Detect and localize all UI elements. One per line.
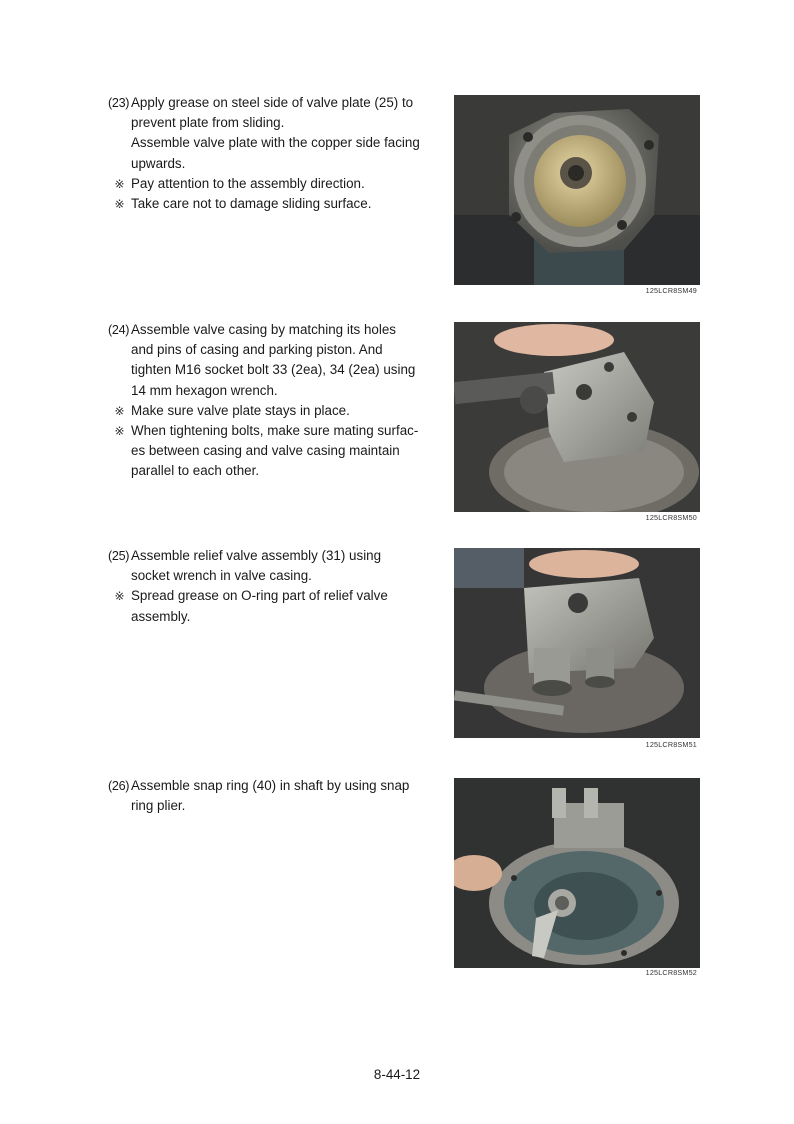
step-26: (26) Assemble snap ring (40) in shaft by using snap ring plier. (108, 778, 410, 814)
photo-caption: 125LCR8SM52 (645, 968, 697, 977)
note-mark-icon: ※ (114, 589, 125, 604)
page-number: 8-44-12 (373, 1067, 421, 1082)
step-23: (23) Apply grease on steel side of valve plate (25) to prevent plate from sliding. Assemble valve plate with the copper side facing upwards. ※ Pay attention to the assembly direction. ※ Take care not to damage sliding surface. (108, 93, 420, 214)
note: ※ Make sure valve plate stays in place. (108, 401, 420, 421)
note-mark-icon: ※ (114, 197, 125, 212)
step-number: (26) (108, 779, 130, 793)
step-number: (24) (108, 323, 130, 337)
note-mark-icon: ※ (114, 403, 125, 418)
note: ※ Pay attention to the assembly direction. (108, 174, 420, 194)
step-number: (25) (108, 549, 130, 563)
note: ※ Take care not to damage sliding surface. (108, 194, 420, 214)
photo-snap-ring (454, 778, 700, 968)
photo-relief-valve (454, 548, 700, 738)
photo-relief-valve-image (454, 548, 700, 738)
photo-caption: 125LCR8SM49 (645, 286, 697, 295)
photo-caption: 125LCR8SM51 (645, 740, 697, 749)
step-24: (24) Assemble valve casing by matching its holes and pins of casing and parking piston. And tighten M16 socket bolt 33 (2ea), 34 (2ea) using 14 mm hexagon wrench. ※ Make sure valve plate stays in place. ※ When tightening bolts, make sure mating surfac- es between casing and valve casing maintain parallel to each other. (108, 322, 419, 479)
photo-valve-plate (454, 95, 700, 285)
step-25: (25) Assemble relief valve assembly (31) using socket wrench in valve casing. ※ Spread grease on O-ring part of relief valve assembly. (108, 546, 420, 627)
photo-valve-casing-image (454, 322, 700, 512)
photo-valve-plate-image (454, 95, 700, 285)
step-number: (23) (108, 96, 130, 110)
note-mark-icon: ※ (114, 424, 125, 439)
note-mark-icon: ※ (114, 176, 125, 191)
photo-valve-casing (454, 322, 700, 512)
note: ※ Spread grease on O-ring part of relief valve (108, 586, 420, 606)
note: ※ When tightening bolts, make sure mating surfac- (108, 421, 420, 441)
photo-caption: 125LCR8SM50 (645, 513, 697, 522)
photo-snap-ring-image (454, 778, 700, 968)
